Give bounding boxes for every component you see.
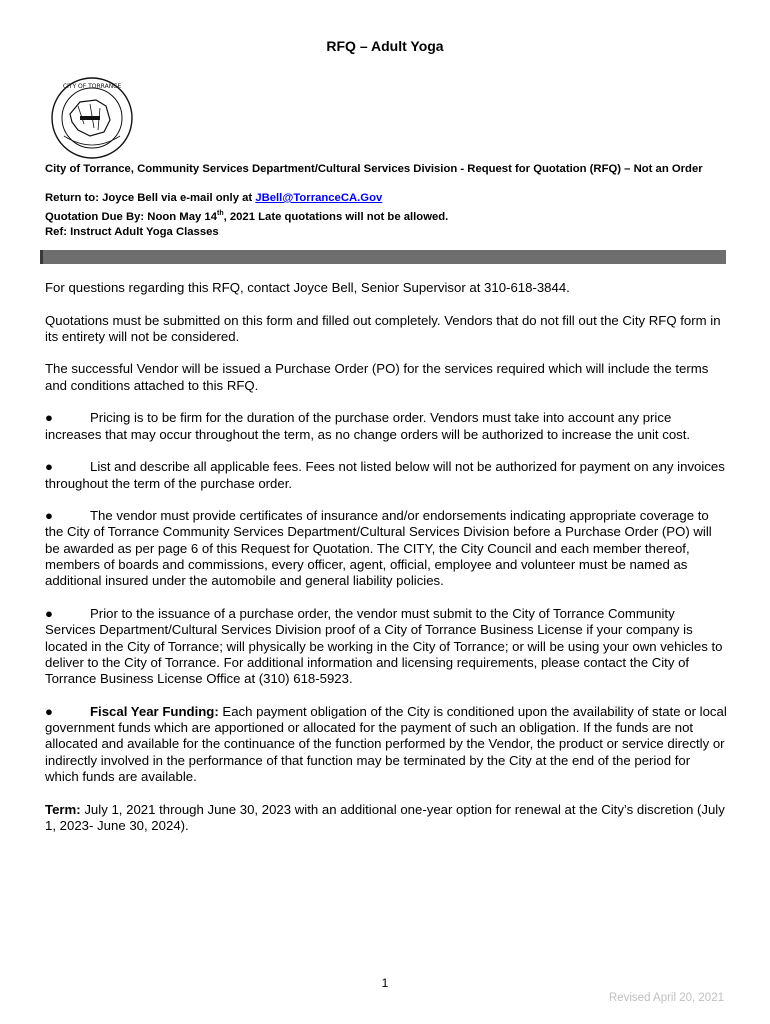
term-text: July 1, 2021 through June 30, 2023 with an additional one-year option for renewal at the City’s discretion (July 1, 2023- June 30, 2024). <box>45 801 725 833</box>
bullet-text: List and describe all applicable fees. Fees not listed below will not be authorized for payment on any invoices throughout the term of the purchase order. <box>45 459 725 491</box>
page-title: RFQ – Adult Yoga <box>326 38 444 54</box>
submission-paragraph: Quotations must be submitted on this form and filled out completely. Vendors that do not fill out the City RFQ form in its entirety will not be considered. <box>45 312 721 344</box>
bullet-text: The vendor must provide certificates of insurance and/or endorsements indicating appropriate coverage to the City of Torrance Community Services Department/Cultural Services Division before a Purchase Order (PO) will be awarded as per page 6 of this Request for Quotation. The CITY, the City Council and each member thereof, members of boards and commissions, every officer, agent, official, employee and volunteer must be named as additional insured under the automobile and general liability policies. <box>45 508 712 589</box>
due-suffix: , 2021 Late quotations will not be allowed. <box>223 210 449 223</box>
bullet-icon: ● <box>45 508 53 524</box>
rfq-description: City of Torrance, Community Services Department/Cultural Services Division - Request for Quotation (RFQ) – Not an Order <box>45 163 703 175</box>
svg-text:CITY OF TORRANCE: CITY OF TORRANCE <box>62 83 122 90</box>
rfq-body <box>45 280 727 850</box>
email-link[interactable]: JBell@TorranceCA.Gov <box>255 192 383 204</box>
bullet-fees <box>45 459 727 492</box>
bullet-business-license <box>45 606 727 687</box>
due-date-line <box>45 206 735 225</box>
bullet-insurance <box>45 508 727 589</box>
rfq-header <box>45 162 735 240</box>
ref-line: Ref: Instruct Adult Yoga Classes <box>45 225 219 238</box>
bullet-icon: ● <box>45 459 53 475</box>
fiscal-funding-label: Fiscal Year Funding: <box>90 703 219 719</box>
page-number: 1 <box>381 976 389 990</box>
bullet-icon: ● <box>45 410 53 426</box>
revised-date: Revised April 20, 2021 <box>608 992 724 1004</box>
bullet-text: Prior to the issuance of a purchase order, the vendor must submit to the City of Torrance Community Services Department/Cultural Services Division proof of a City of Torrance Business License if your company is located in the City of Torrance; will physically be working in the City of Torrance; or will be using your own vehicles to deliver to the City of Torrance. For additional information and licensing requirements, please contact the City of Torrance Business License Office at (310) 618-5923. <box>45 605 723 687</box>
return-to-label: Return to: Joyce Bell via e-mail only at <box>45 192 256 204</box>
bullet-text: Each payment obligation of the City is conditioned upon the availability of state or local government funds which are apportioned or allocated for the payment of such an obligation. If the funds are not allocated and available for the continuance of the function performed by the Vendor, the product or service directly or indirectly involved in the performance of that function may be terminated by the City at the end of the period for which funds are available. <box>45 703 727 784</box>
bullet-icon: ● <box>45 605 53 621</box>
bullet-fiscal-funding <box>45 704 727 785</box>
bullet-text: Pricing is to be firm for the duration of the purchase order. Vendors must take into account any price increases that may occur throughout the term, as no change orders will be authorized to increase the unit cost. <box>45 410 691 442</box>
purchase-order-paragraph: The successful Vendor will be issued a Purchase Order (PO) for the services required which will include the terms and conditions attached to this RFQ. <box>45 361 709 393</box>
city-seal-logo <box>50 76 134 160</box>
contact-paragraph: For questions regarding this RFQ, contact Joyce Bell, Senior Supervisor at 310-618-3844. <box>45 280 570 295</box>
return-to-line <box>45 191 735 206</box>
due-prefix: Quotation Due By: Noon May 14 <box>45 210 217 223</box>
term-label: Term: <box>45 801 81 817</box>
bullet-icon: ● <box>45 703 53 719</box>
term-paragraph <box>45 802 727 835</box>
bullet-pricing <box>45 410 727 443</box>
section-divider-bar <box>40 250 726 264</box>
due-sup: th <box>216 210 224 217</box>
